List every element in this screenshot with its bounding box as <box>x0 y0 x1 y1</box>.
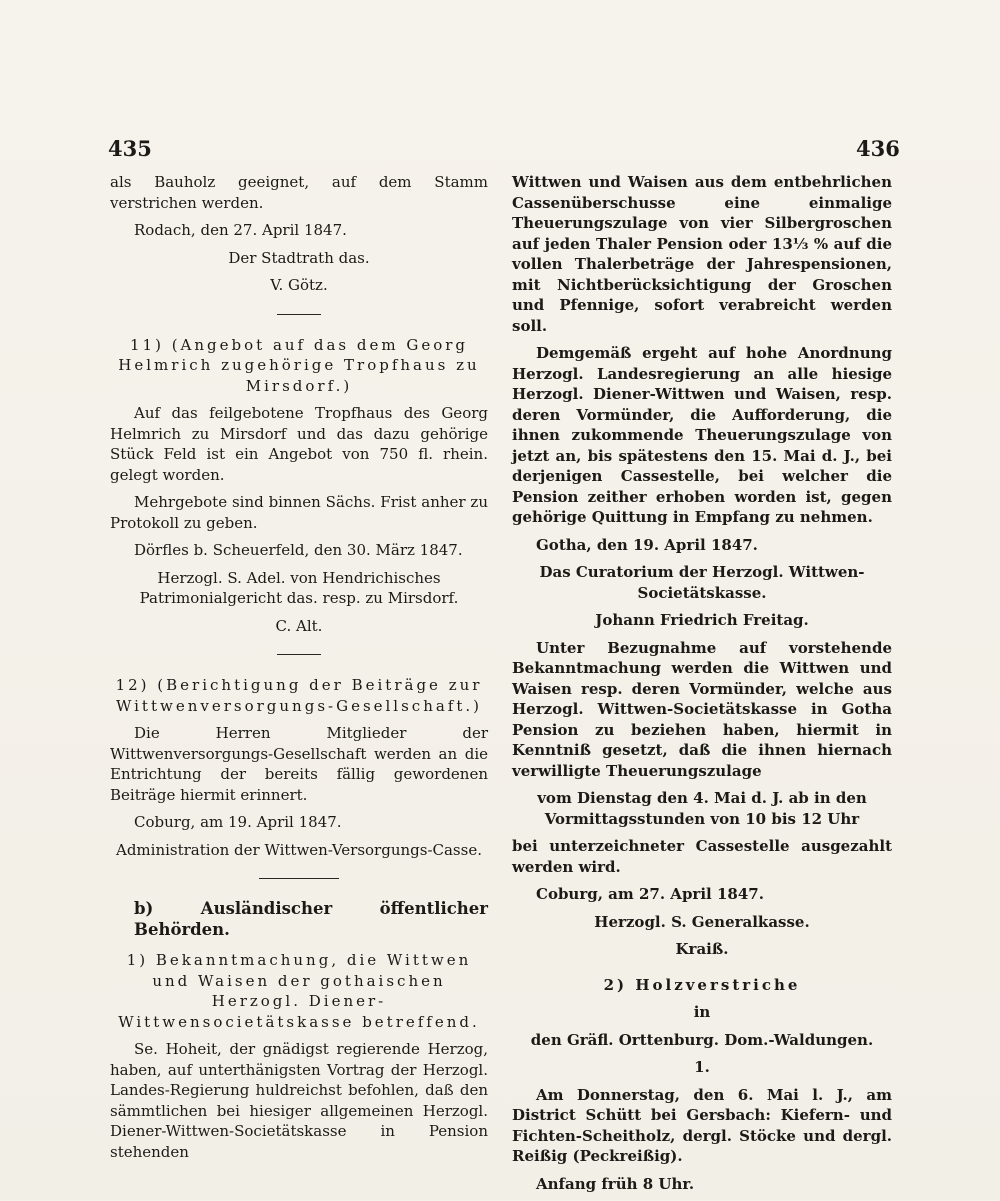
paragraph: Mehrgebote sind binnen Sächs. Frist anher zu Protokoll zu geben. <box>110 493 488 532</box>
section-b1-title: 1) Bekanntmachung, die Wittwen und Waisen der gothaischen Herzogl. Diener-Wittwensocietätskasse betreffend. <box>118 951 480 1031</box>
section-divider <box>277 314 321 315</box>
paragraph: Unter Bezugnahme auf vorstehende Bekanntmachung werden die Wittwen und Waisen resp. deren Vormünder, welche aus Herzogl. Wittwen-Societätskasse in Gotha Pension zu beziehen haben, hiermit in Kenntniß gesetzt, daß die ihnen hiernach verwilligte Theuerungszulage <box>512 638 892 780</box>
authority-line: Herzogl. S. Generalkasse. <box>594 912 810 931</box>
item-number: 1. <box>694 1058 710 1076</box>
date-line: Coburg, am 27. April 1847. <box>536 885 764 903</box>
signature-line: Kraiß. <box>675 940 729 958</box>
date-line: Rodach, den 27. April 1847. <box>134 221 347 239</box>
paragraph: Demgemäß ergeht auf hohe Anordnung Herzogl. Landesregierung an alle hiesige Herzogl. Diener-Wittwen und Waisen, resp. deren Vormünder, die Aufforderung, die ihnen zukommende Theuerungszulage von jetzt an, bis spätestens den 15. Mai d. J., bei derjenigen Cassestelle, bei welcher die Pension zeither erhoben worden ist, gegen gehörige Quittung in Empfang zu nehmen. <box>512 344 892 526</box>
section-11-title: 11) (Angebot auf das dem Georg Helmrich zugehörige Tropfhaus zu Mirsdorf.) <box>118 335 480 395</box>
paragraph: Anfang früh 8 Uhr. <box>536 1174 695 1193</box>
page-number-left: 435 <box>108 136 152 161</box>
section-divider <box>277 654 321 655</box>
paragraph: Wittwen und Waisen aus dem entbehrlichen Cassenüberschusse eine einmalige Theuerungszulage von vier Silbergroschen auf jeden Thaler Pension oder 13⅓ % auf die vollen Thalerbeträge der Jahrespensionen, mit Nichtberücksichtigung der Groschen und Pfennige, sofort verabreicht werden soll. <box>512 173 892 335</box>
signature-line: V. Götz. <box>270 276 328 294</box>
signature-line: Johann Friedrich Freitag. <box>595 611 809 629</box>
date-line: Coburg, am 19. April 1847. <box>134 813 342 831</box>
section-12-title: 12) (Berichtigung der Beiträge zur Wittwenversorgungs-Gesellschaft.) <box>115 676 483 715</box>
section-2-subtitle: den Gräfl. Orttenburg. Dom.-Waldungen. <box>530 1030 874 1049</box>
page-number-right: 436 <box>856 136 900 161</box>
authority-line: Herzogl. S. Adel. von Hendrichisches Patrimonialgericht das. resp. zu Mirsdorf. <box>139 568 459 607</box>
date-line: Gotha, den 19. April 1847. <box>536 535 758 554</box>
paragraph: Am Donnerstag, den 6. Mai l. J., am District Schütt bei Gersbach: Kiefern- und Fichten-Scheitholz, dergl. Stöcke und dergl. Reißig (Peckreißig). <box>512 1085 892 1165</box>
paragraph: Die Herren Mitglieder der Wittwenversorgungs-Gesellschaft werden an die Entrichtung der bereits fällig gewordenen Beiträge hiermit erinnert. <box>110 724 488 804</box>
date-line: Dörfles b. Scheuerfeld, den 30. März 1847. <box>134 541 463 559</box>
signature-line: C. Alt. <box>275 616 323 635</box>
authority-line: Der Stadtrath das. <box>228 248 370 267</box>
left-column <box>110 172 488 1169</box>
paragraph: bei unterzeichneter Cassestelle ausgezahlt werden wird. <box>512 837 892 876</box>
schedule-line: vom Dienstag den 4. Mai d. J. ab in den Vormittagsstunden von 10 bis 12 Uhr <box>537 789 867 828</box>
paragraph: Se. Hoheit, der gnädigst regierende Herzog, haben, auf unterthänigsten Vortrag der Herzogl. Landes-Regierung huldreichst befohlen, daß den sämmtlichen bei hiesiger allgemeinen Herzogl. Diener-Wittwen-Societätskasse in Pension stehenden <box>110 1040 488 1161</box>
section-2-title: 2) Holzverstriche <box>603 975 801 994</box>
authority-line: Das Curatorium der Herzogl. Wittwen-Societätskasse. <box>539 563 865 602</box>
section-2-in: in <box>693 1003 711 1021</box>
section-divider <box>259 878 339 879</box>
paragraph: Auf das feilgebotene Tropfhaus des Georg Helmrich zu Mirsdorf und das dazu gehörige Stück Feld ist ein Angebot von 750 fl. rhein. gelegt worden. <box>110 404 488 484</box>
authority-line: Administration der Wittwen-Versorgungs-Casse. <box>116 840 482 859</box>
paragraph: als Bauholz geeignet, auf dem Stamm verstrichen werden. <box>110 173 488 212</box>
section-b-heading: b) Ausländischer öffentlicher Behörden. <box>134 899 488 939</box>
right-column <box>512 172 892 1201</box>
